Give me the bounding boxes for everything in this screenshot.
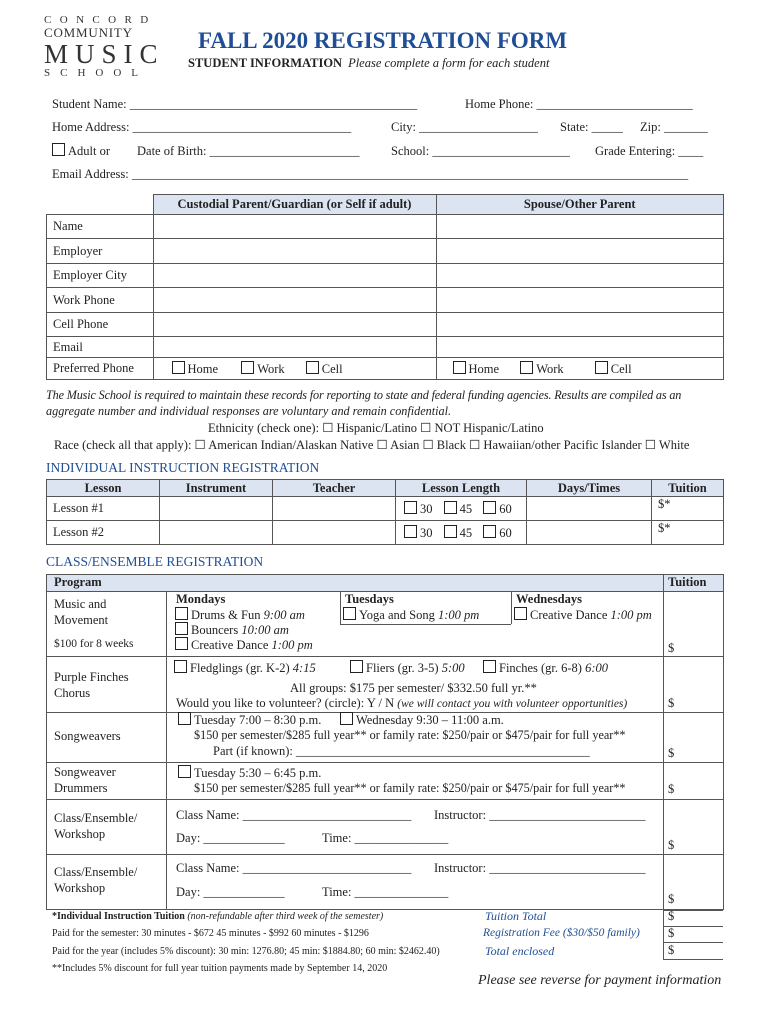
songweavers-label: Songweavers <box>54 729 121 743</box>
option-label: 45 <box>459 525 473 540</box>
class-name: Bouncers <box>191 623 242 637</box>
footer-note-2: Paid for the semester: 30 minutes - $672 45 minutes - $992 60 minutes - $1296 <box>52 928 369 939</box>
checkbox-icon <box>444 525 457 538</box>
divider <box>663 574 664 910</box>
privacy-notice-line1: The Music School is required to maintain these records for reporting to state and federal funding agencies. Results are compiled as an <box>46 388 682 402</box>
lesson-1-teacher[interactable] <box>273 497 396 521</box>
class-time: 5:00 <box>441 661 465 675</box>
mm-creative-dance-wed[interactable] <box>514 607 652 623</box>
checkbox-icon <box>343 607 356 620</box>
school-field[interactable]: School: ______________________ <box>391 144 570 158</box>
checkbox-icon <box>453 361 466 374</box>
class-time: 1:00 pm <box>610 608 652 622</box>
parent-name-cell[interactable] <box>153 215 436 239</box>
workshop-2-instructor[interactable]: Instructor: _________________________ <box>434 861 646 875</box>
checkbox-icon <box>483 525 496 538</box>
chorus-tuition[interactable]: $ <box>668 696 675 710</box>
volunteer-label: Would you like to volunteer? (circle): Y / N <box>176 696 395 710</box>
length-45[interactable] <box>444 526 473 540</box>
parent-preferred-phone-cell <box>153 358 436 380</box>
spouse-email-cell[interactable] <box>436 337 724 358</box>
col-class-tuition: Tuition <box>668 575 707 589</box>
checkbox-icon <box>404 525 417 538</box>
volunteer-question[interactable] <box>176 696 627 711</box>
chorus-price: All groups: $175 per semester/ $332.50 full yr.** <box>290 681 537 695</box>
logo-line-concord: CONCORD <box>44 14 157 26</box>
length-45[interactable] <box>444 502 473 516</box>
checkbox-icon <box>175 637 188 650</box>
class-time: 4:15 <box>292 661 316 675</box>
length-30[interactable] <box>404 502 433 516</box>
parent-cell-phone-cell[interactable] <box>153 313 436 337</box>
parent-employer-cell[interactable] <box>153 239 436 264</box>
class-name: Yoga and Song <box>359 608 438 622</box>
form-title: FALL 2020 REGISTRATION FORM <box>198 28 568 53</box>
divider <box>166 591 167 910</box>
fledglings-option[interactable] <box>174 660 316 676</box>
sw-wednesday-option[interactable] <box>340 712 504 728</box>
option-label: Tuesday 7:00 – 8:30 p.m. <box>194 713 322 727</box>
class-table-header <box>47 575 723 591</box>
checkbox-icon <box>595 361 608 374</box>
checkbox-icon <box>483 501 496 514</box>
col-teacher: Teacher <box>273 480 396 497</box>
lesson-2-length <box>396 521 527 545</box>
row-label-name: Name <box>47 215 154 239</box>
total-enclosed-field[interactable]: $ <box>668 943 675 957</box>
col-days-times: Days/Times <box>527 480 652 497</box>
parent-column-header: Custodial Parent/Guardian (or Self if adult) <box>153 195 436 215</box>
sw-price: $150 per semester/$285 full year** or family rate: $250/pair or $475/pair for full year** <box>194 728 626 742</box>
row-label-work-phone: Work Phone <box>47 288 154 313</box>
col-tuition: Tuition <box>652 480 724 497</box>
logo-line-community: COMMUNITY <box>44 25 133 40</box>
row-label-email: Email <box>47 337 154 358</box>
workshop-1-tuition[interactable]: $ <box>668 838 675 852</box>
option-label: 30 <box>420 501 433 516</box>
mondays-heading: Mondays <box>176 592 226 606</box>
dr-tuition[interactable]: $ <box>668 782 675 796</box>
class-name: Creative Dance <box>530 608 611 622</box>
checkbox-icon <box>404 501 417 514</box>
parent-email-cell[interactable] <box>153 337 436 358</box>
option-label: Tuesday 5:30 – 6:45 p.m. <box>194 766 322 780</box>
option-label: 45 <box>459 501 473 516</box>
row-label-cell-phone: Cell Phone <box>47 313 154 337</box>
row-label-employer: Employer <box>47 239 154 264</box>
option-label: Home <box>468 361 500 376</box>
workshop-1-class-name[interactable]: Class Name: ___________________________ <box>176 808 412 822</box>
spouse-pref-home[interactable] <box>453 362 500 376</box>
sw-tuesday-option[interactable] <box>178 712 321 728</box>
drummers-label: Songweaver Drummers <box>54 765 116 795</box>
logo-line-music: MUSIC <box>44 39 165 69</box>
divider <box>46 762 724 763</box>
checkbox-icon <box>174 660 187 673</box>
workshop-1-day[interactable]: Day: _____________ <box>176 831 285 845</box>
lesson-1-tuition[interactable]: $* <box>652 497 724 521</box>
dob-field[interactable]: Date of Birth: ________________________ <box>137 144 360 158</box>
checkbox-icon <box>350 660 363 673</box>
race-question[interactable]: Race (check all that apply): ☐ American Indian/Alaskan Native ☐ Asian ☐ Black ☐ Hawaiian/other Pacific Islander ☐ White <box>54 438 690 452</box>
spouse-preferred-phone-cell <box>436 358 724 380</box>
option-label: Wednesday 9:30 – 11:00 a.m. <box>356 713 504 727</box>
checkbox-icon <box>520 361 533 374</box>
parent-table-corner <box>47 195 154 215</box>
class-time: 6:00 <box>585 661 609 675</box>
checkbox-icon <box>483 660 496 673</box>
class-time: 9:00 am <box>263 608 305 622</box>
footer-note-3: Paid for the year (includes 5% discount): 30 min: 1276.80; 45 min: $1884.80; 60 min: $2462.40) <box>52 946 440 957</box>
city-field[interactable]: City: ___________________ <box>391 120 538 134</box>
mm-tuition[interactable]: $ <box>668 641 675 655</box>
class-time: 10:00 am <box>241 623 289 637</box>
lesson-2-label: Lesson #2 <box>47 521 160 545</box>
checkbox-icon <box>175 607 188 620</box>
divider <box>663 959 723 960</box>
purple-finches-label: Purple Finches Chorus <box>54 670 129 700</box>
fliers-option[interactable] <box>350 660 465 676</box>
checkbox-icon <box>306 361 319 374</box>
length-30[interactable] <box>404 526 433 540</box>
workshop-2-class-name[interactable]: Class Name: ___________________________ <box>176 861 412 875</box>
parent-table <box>46 194 724 380</box>
lesson-1-days[interactable] <box>527 497 652 521</box>
row-label-preferred-phone: Preferred Phone <box>47 358 154 380</box>
note-italic: (non-refundable after third week of the semester) <box>187 911 384 922</box>
checkbox-icon <box>340 712 353 725</box>
lesson-1-label: Lesson #1 <box>47 497 160 521</box>
spouse-pref-cell[interactable] <box>595 362 632 376</box>
lesson-1-instrument[interactable] <box>160 497 273 521</box>
ethnicity-question[interactable]: Ethnicity (check one): ☐ Hispanic/Latino ☐ NOT Hispanic/Latino <box>208 421 544 435</box>
lesson-2-days[interactable] <box>527 521 652 545</box>
music-movement-price: $100 for 8 weeks <box>54 638 134 650</box>
class-name: Fledglings (gr. K-2) <box>190 661 293 675</box>
spouse-name-cell[interactable] <box>436 215 724 239</box>
length-60[interactable] <box>483 502 512 516</box>
option-label: Work <box>257 361 285 376</box>
finches-option[interactable] <box>483 660 608 676</box>
tuition-total-label: Tuition Total <box>485 909 547 923</box>
student-name-field[interactable]: Student Name: ______________________________________________ <box>52 97 418 111</box>
workshop-2-tuition[interactable]: $ <box>668 892 675 906</box>
length-60[interactable] <box>483 526 512 540</box>
logo-line-school: SCHOOL <box>44 67 149 79</box>
spouse-column-header: Spouse/Other Parent <box>436 195 724 215</box>
lesson-1-length <box>396 497 527 521</box>
divider <box>46 656 724 657</box>
student-info-heading: STUDENT INFORMATION <box>188 56 343 70</box>
parent-work-phone-cell[interactable] <box>153 288 436 313</box>
music-movement-label: Music and Movement <box>54 597 109 627</box>
col-lesson-length: Lesson Length <box>396 480 527 497</box>
class-name: Finches (gr. 6-8) <box>499 661 586 675</box>
spouse-cell-phone-cell[interactable] <box>436 313 724 337</box>
parent-pref-home[interactable] <box>172 362 219 376</box>
spouse-employer-city-cell[interactable] <box>436 264 724 288</box>
wednesdays-heading: Wednesdays <box>516 592 582 606</box>
lesson-2-tuition[interactable]: $* <box>652 521 724 545</box>
divider <box>511 591 512 624</box>
spouse-pref-work[interactable] <box>520 362 563 376</box>
spouse-employer-cell[interactable] <box>436 239 724 264</box>
class-time: 1:00 pm <box>271 638 313 652</box>
privacy-notice-line2: aggregate number and individual responses are voluntary and remain confidential. <box>46 404 452 418</box>
workshop-2-day[interactable]: Day: _____________ <box>176 885 285 899</box>
lesson-2-teacher[interactable] <box>273 521 396 545</box>
option-label: 60 <box>499 525 512 540</box>
footer-note-4: **Includes 5% discount for full year tuition payments made by September 14, 2020 <box>52 963 388 974</box>
tuesdays-heading: Tuesdays <box>345 592 394 606</box>
adult-label: Adult or <box>68 144 111 158</box>
option-label: 60 <box>499 501 512 516</box>
dr-tuesday-option[interactable] <box>178 765 321 781</box>
reverse-note: Please see reverse for payment information <box>478 973 722 988</box>
workshop-2-time[interactable]: Time: _______________ <box>322 885 449 899</box>
option-label: Work <box>536 361 564 376</box>
email-field[interactable]: Email Address: _________________________________________________________________________________________ <box>52 167 689 181</box>
lesson-2-instrument[interactable] <box>160 521 273 545</box>
checkbox-icon <box>444 501 457 514</box>
workshop-2-label: Class/Ensemble/ Workshop <box>54 865 138 895</box>
col-instrument: Instrument <box>160 480 273 497</box>
col-lesson: Lesson <box>47 480 160 497</box>
zip-field[interactable]: Zip: _______ <box>640 120 708 134</box>
school-logo <box>44 14 165 79</box>
individual-table <box>46 479 724 545</box>
divider <box>46 799 724 800</box>
mm-yoga-song[interactable] <box>343 607 479 623</box>
dr-price: $150 per semester/$285 full year** or family rate: $250/pair or $475/pair for full year** <box>194 781 626 795</box>
adult-checkbox[interactable] <box>52 143 65 156</box>
divider <box>340 624 511 625</box>
col-program: Program <box>54 575 102 589</box>
checkbox-icon <box>514 607 527 620</box>
home-phone-field[interactable]: Home Phone: _________________________ <box>465 97 693 111</box>
form-instruction: Please complete a form for each student <box>348 56 550 70</box>
footer-note-1 <box>52 911 383 922</box>
volunteer-note: (we will contact you with volunteer opportunities) <box>397 698 628 710</box>
class-heading: CLASS/ENSEMBLE REGISTRATION <box>46 554 264 569</box>
class-name: Fliers (gr. 3-5) <box>366 661 442 675</box>
individual-heading: INDIVIDUAL INSTRUCTION REGISTRATION <box>46 460 320 475</box>
mm-bouncers[interactable] <box>175 622 289 638</box>
form-subtitle <box>188 56 549 71</box>
divider <box>340 591 341 624</box>
divider <box>46 854 724 855</box>
class-name: Drums & Fun <box>191 608 264 622</box>
workshop-1-instructor[interactable]: Instructor: _________________________ <box>434 808 646 822</box>
option-label: Cell <box>610 361 632 376</box>
class-time: 1:00 pm <box>437 608 480 622</box>
mm-drums[interactable] <box>175 607 305 623</box>
checkbox-icon <box>172 361 185 374</box>
home-address-field[interactable]: Home Address: ___________________________________ <box>52 120 352 134</box>
option-label: Cell <box>321 361 343 376</box>
note-bold: *Individual Instruction Tuition <box>52 911 185 922</box>
registration-fee-field[interactable]: $ <box>668 926 675 940</box>
grade-field[interactable]: Grade Entering: ____ <box>595 144 704 158</box>
tuition-total-field[interactable]: $ <box>668 909 675 923</box>
option-label: Home <box>187 361 219 376</box>
workshop-1-time[interactable]: Time: _______________ <box>322 831 449 845</box>
checkbox-icon <box>175 622 188 635</box>
adult-option <box>52 143 110 159</box>
spouse-work-phone-cell[interactable] <box>436 288 724 313</box>
sw-tuition[interactable]: $ <box>668 746 675 760</box>
row-label-employer-city: Employer City <box>47 264 154 288</box>
divider <box>663 909 664 959</box>
parent-pref-cell[interactable] <box>306 362 343 376</box>
checkbox-icon <box>241 361 254 374</box>
total-enclosed-label: Total enclosed <box>485 944 555 958</box>
checkbox-icon <box>178 712 191 725</box>
workshop-1-label: Class/Ensemble/ Workshop <box>54 811 138 841</box>
state-field[interactable]: State: _____ <box>560 120 623 134</box>
sw-part-field[interactable]: Part (if known): _______________________________________________ <box>213 744 590 758</box>
parent-pref-work[interactable] <box>241 362 284 376</box>
checkbox-icon <box>178 765 191 778</box>
class-name: Creative Dance <box>191 638 272 652</box>
option-label: 30 <box>420 525 433 540</box>
mm-creative-dance-mon[interactable] <box>175 637 313 653</box>
parent-employer-city-cell[interactable] <box>153 264 436 288</box>
registration-fee-label: Registration Fee ($30/$50 family) <box>483 927 640 939</box>
